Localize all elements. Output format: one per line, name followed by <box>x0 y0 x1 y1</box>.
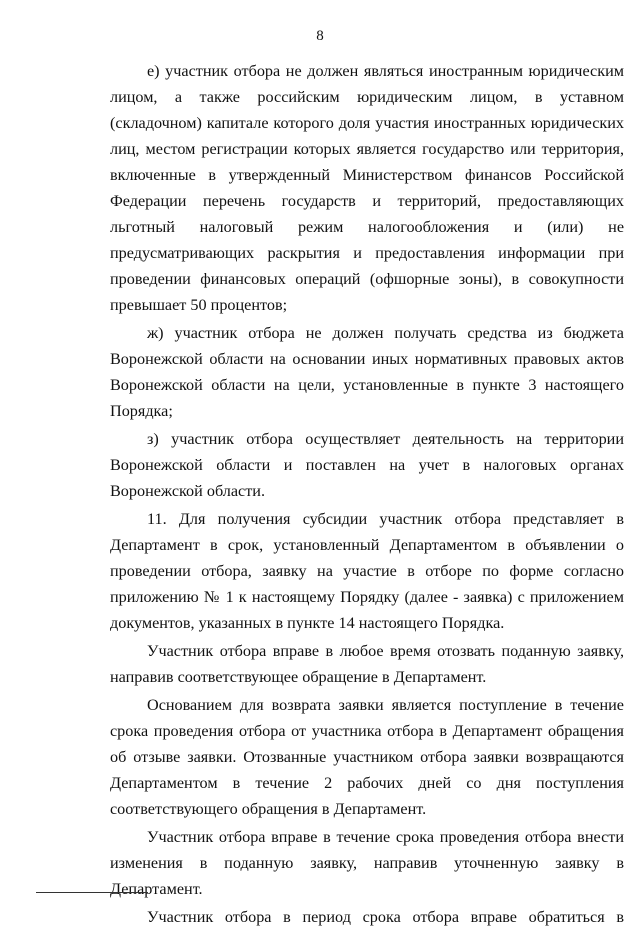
paragraph-z: з) участник отбора осуществляет деятельность на территории Воронежской области и поставлен на учет в налоговых органах Воронежской области. <box>110 430 624 500</box>
paragraph-zh: ж) участник отбора не должен получать средства из бюджета Воронежской области на основании иных нормативных правовых актов Воронежской области на цели, установленные в пункте 3 настоящего Порядка; <box>110 324 624 420</box>
paragraph-appeal: Участник отбора в период срока отбора вправе обратиться в <box>147 908 624 926</box>
paragraph-return-basis: Основанием для возврата заявки является поступление в течение срока проведения отбора от участника отбора в Департамент обращения об отзыве заявки. Отозванные участником отбора заявки возвращаются Департаментом в течение 2 рабочих дней со дня поступления соответствующего обращения в Департамент. <box>110 696 624 818</box>
paragraph-amend: Участник отбора вправе в течение срока проведения отбора внести изменения в поданную заявку, направив уточненную заявку в Департамент. <box>110 828 624 898</box>
document-body <box>110 56 624 930</box>
footer-rule <box>36 892 148 893</box>
paragraph-11: 11. Для получения субсидии участник отбора представляет в Департамент в срок, установленный Департаментом в объявлении о проведении отбора, заявку на участие в отборе по форме согласно приложению № 1 к настоящему Порядку (далее - заявка) с приложением документов, указанных в пункте 14 настоящего Порядка. <box>110 510 624 632</box>
page-number: 8 <box>316 28 324 44</box>
paragraph-e: е) участник отбора не должен являться иностранным юридическим лицом, а также российским юридическим лицом, в уставном (складочном) капитале которого доля участия иностранных юридических лиц, местом регистрации которых является государство или территория, включенные в утвержденный Министерством финансов Российской Федерации перечень государств и территорий, предоставляющих льготный налоговый режим налогообложения и (или) не предусматривающих раскрытия и предоставления информации при проведении финансовых операций (офшорные зоны), в совокупности превышает 50 процентов; <box>110 62 624 314</box>
paragraph-withdraw: Участник отбора вправе в любое время отозвать поданную заявку, направив соответствующее обращение в Департамент. <box>110 642 624 686</box>
